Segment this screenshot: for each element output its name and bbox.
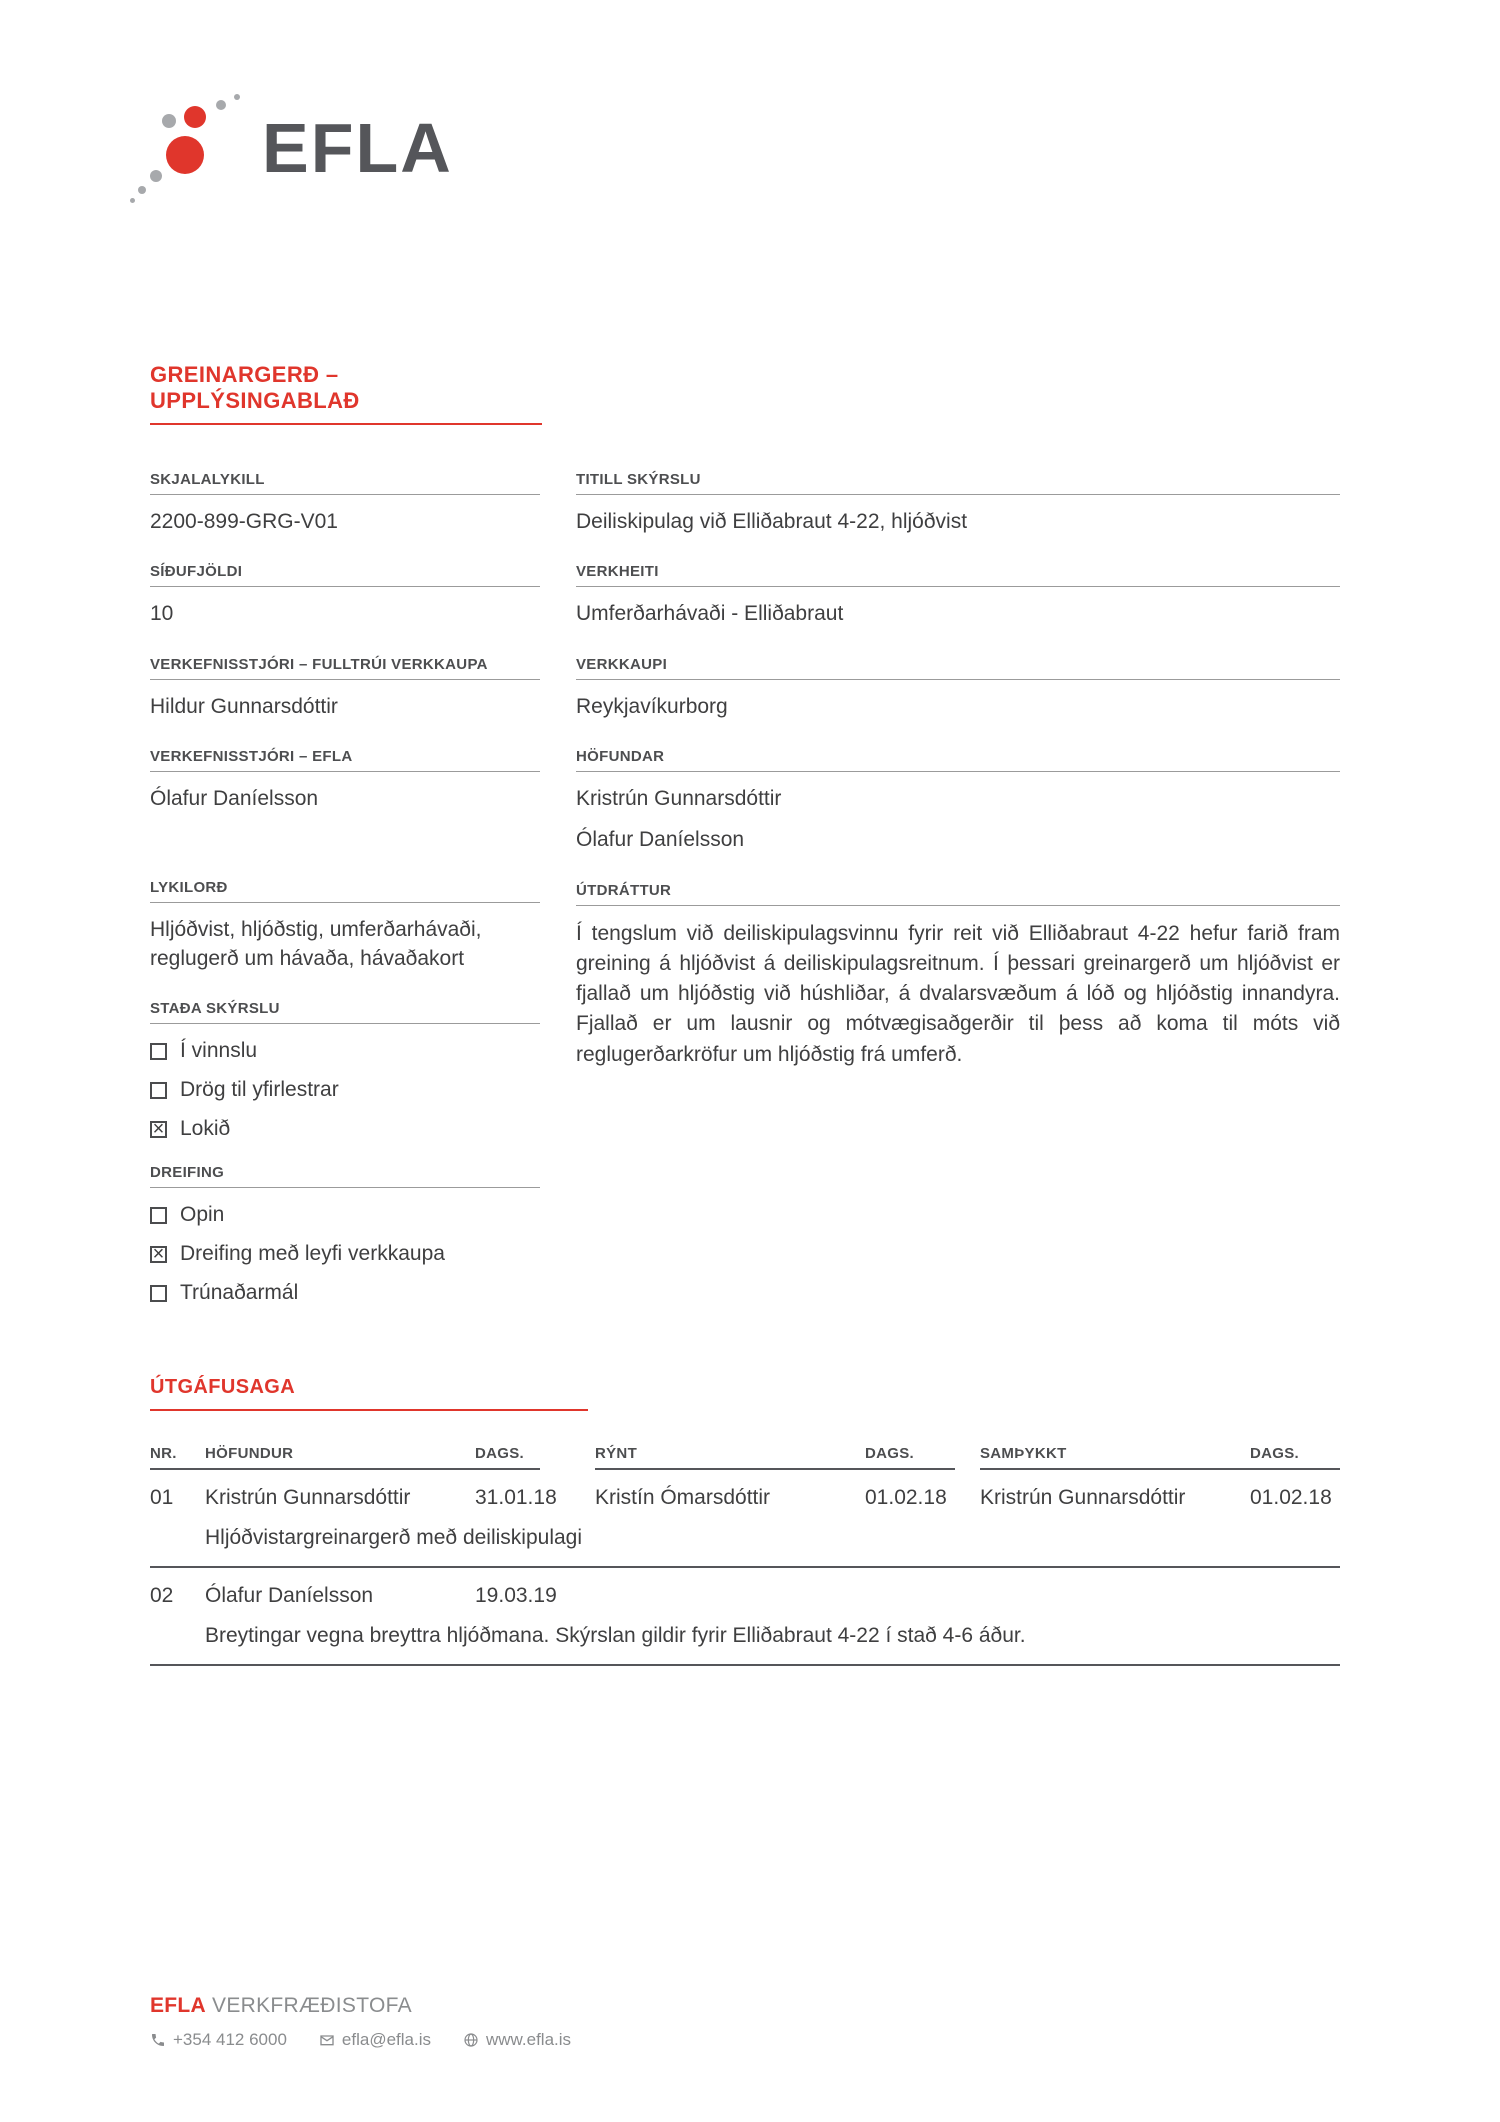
- footer-contacts: [150, 2030, 571, 2050]
- row-description: Breytingar vegna breyttra hljóðmana. Skýrslan gildir fyrir Elliðabraut 4-22 í stað 4-6 áður.: [150, 1612, 1340, 1666]
- footer-email-text: efla@efla.is: [341, 2030, 431, 2049]
- column-header-samthykkt: SAMÞYKKT: [980, 1445, 1067, 1463]
- cell-dags-2: 01.02.18: [865, 1486, 947, 1510]
- field-value-hofundar-1: Kristrún Gunnarsdóttir: [576, 787, 782, 811]
- field-label-dreifing: DREIFING: [150, 1164, 540, 1188]
- logo-dot: [184, 106, 206, 128]
- document-body: [150, 362, 1340, 1666]
- header-group-review: [595, 1445, 980, 1470]
- header-group-approval: [980, 1445, 1340, 1470]
- checkbox-icon: ×: [150, 1246, 167, 1263]
- column-header-rynt: RÝNT: [595, 1445, 638, 1463]
- field-label-lykilord: LYKILORÐ: [150, 879, 540, 903]
- info-form: [150, 471, 1340, 1318]
- checkbox-label: Opin: [180, 1203, 225, 1227]
- efla-logo: [138, 92, 1500, 204]
- cell-dags-3: [1250, 1584, 1340, 1608]
- field-label-verkkaupi: VERKKAUPI: [576, 656, 1340, 680]
- field-label-skjalalykill: SKJALALYKILL: [150, 471, 540, 495]
- logo-dot: [166, 136, 204, 174]
- checkbox-label: Dreifing með leyfi verkkaupa: [180, 1242, 445, 1266]
- field-label-hofundar: HÖFUNDAR: [576, 748, 1340, 772]
- column-header-dags-1: DAGS.: [475, 1445, 525, 1463]
- field-value-verkheiti: Umferðarhávaði - Elliðabraut: [576, 602, 844, 626]
- page-title: GREINARGERÐ – UPPLÝSINGABLAÐ: [150, 362, 542, 425]
- checkbox-icon: [150, 1043, 167, 1060]
- efla-logo-dots-icon: [138, 92, 258, 204]
- field-label-sidufjoldi: SÍÐUFJÖLDI: [150, 563, 540, 587]
- status-option-lokid: [150, 1117, 540, 1141]
- field-value-skjalalykill: 2200-899-GRG-V01: [150, 510, 338, 533]
- checkbox-label: Í vinnslu: [180, 1039, 258, 1063]
- checkbox-icon: ×: [150, 1121, 167, 1138]
- logo-dot: [162, 114, 176, 128]
- footer-phone-number: +354 412 6000: [173, 2030, 287, 2049]
- footer-brand-suffix: VERKFRÆÐISTOFA: [212, 1994, 412, 2017]
- checkbox-icon: [150, 1082, 167, 1099]
- field-label-verkefnisstjori-verkkaupa: VERKEFNISSTJÓRI – FULLTRÚI VERKKAUPA: [150, 656, 540, 680]
- cell-nr: 02: [150, 1584, 174, 1608]
- footer-brand: [150, 1994, 571, 2018]
- cell-hofundur: Kristrún Gunnarsdóttir: [205, 1486, 411, 1510]
- form-right-column: [576, 471, 1340, 1318]
- column-header-dags-3: DAGS.: [1250, 1445, 1300, 1463]
- checkbox-label: Drög til yfirlestrar: [180, 1078, 339, 1102]
- column-header-hofundur: HÖFUNDUR: [205, 1445, 294, 1463]
- form-left-column: [150, 471, 540, 1318]
- footer-website-text: www.efla.is: [486, 2030, 572, 2049]
- table-row: [150, 1568, 1340, 1612]
- logo-dot: [138, 186, 146, 194]
- footer-website-link[interactable]: [463, 2030, 571, 2050]
- cell-dags-1: 19.03.19: [475, 1584, 557, 1608]
- cell-samthykkt: [980, 1584, 1250, 1608]
- row-description: Hljóðvistargreinargerð með deiliskipulagi: [150, 1514, 1340, 1568]
- field-value-verkefnisstjori-verkkaupa: Hildur Gunnarsdóttir: [150, 694, 338, 718]
- cell-nr: 01: [150, 1486, 174, 1510]
- field-value-sidufjoldi: 10: [150, 602, 174, 626]
- cell-rynt: Kristín Ómarsdóttir: [595, 1486, 771, 1510]
- dreifing-option-med-leyfi: [150, 1242, 540, 1266]
- dreifing-option-opin: [150, 1203, 540, 1227]
- status-option-i-vinnslu: [150, 1039, 540, 1063]
- cell-rynt: [595, 1584, 865, 1608]
- field-value-utdrattur: Í tengslum við deiliskipulagsvinnu fyrir reit við Elliðabraut 4-22 hefur farið fram greining á hljóðvist á deiliskipulagsreitnum. Í þessari greinargerð um hljóðvist er fjallað um hljóðstig við húshliðar, á dvalarsvæðum á lóð og hljóðstig innandyra. Fjallað er um lausnir og mótvægisaðgerðir til þess að koma til móts við reglugerðarkröfur um hljóðstig frá umferð.: [576, 921, 1340, 1066]
- checkbox-icon: [150, 1207, 167, 1224]
- cell-dags-2: [865, 1584, 980, 1608]
- globe-icon: [463, 2032, 479, 2048]
- logo-dot: [150, 170, 162, 182]
- revision-section-title: ÚTGÁFUSAGA: [150, 1376, 588, 1411]
- revision-table-header: [150, 1445, 1340, 1470]
- logo-dot: [130, 198, 135, 203]
- footer-phone: [150, 2030, 287, 2050]
- logo-dot: [234, 94, 240, 100]
- checkbox-label: Lokið: [180, 1117, 231, 1141]
- field-value-lykilord: Hljóðvist, hljóðstig, umferðarhávaði, reglugerð um hávaða, hávaðakort: [150, 918, 482, 970]
- efla-logo-text: EFLA: [262, 109, 453, 187]
- field-value-verkefnisstjori-efla: Ólafur Daníelsson: [150, 787, 319, 811]
- table-row: [150, 1470, 1340, 1514]
- field-label-titill-skyrslu: TITILL SKÝRSLU: [576, 471, 1340, 495]
- revision-table: [150, 1445, 1340, 1666]
- footer-brand-name: EFLA: [150, 1994, 207, 2017]
- status-option-drog: [150, 1078, 540, 1102]
- field-value-hofundar-2: Ólafur Daníelsson: [576, 828, 745, 852]
- footer-email-link[interactable]: [319, 2030, 431, 2050]
- logo-dot: [216, 100, 226, 110]
- field-label-verkheiti: VERKHEITI: [576, 563, 1340, 587]
- field-label-stada-skyrslu: STAÐA SKÝRSLU: [150, 1000, 540, 1024]
- cell-samthykkt: Kristrún Gunnarsdóttir: [980, 1486, 1186, 1510]
- field-label-utdrattur: ÚTDRÁTTUR: [576, 882, 1340, 906]
- email-icon: [319, 2032, 335, 2048]
- field-value-titill-skyrslu: Deiliskipulag við Elliðabraut 4-22, hljóðvist: [576, 510, 968, 533]
- dreifing-option-trunadarmal: [150, 1281, 540, 1305]
- field-value-verkkaupi: Reykjavíkurborg: [576, 694, 728, 718]
- column-header-nr: NR.: [150, 1445, 177, 1463]
- checkbox-icon: [150, 1285, 167, 1302]
- page-footer: [150, 1994, 571, 2050]
- cell-hofundur: Ólafur Daníelsson: [205, 1584, 374, 1608]
- checkbox-label: Trúnaðarmál: [180, 1281, 299, 1305]
- column-header-dags-2: DAGS.: [865, 1445, 915, 1463]
- phone-icon: [150, 2032, 166, 2048]
- cell-dags-1: 31.01.18: [475, 1486, 557, 1510]
- cell-dags-3: 01.02.18: [1250, 1486, 1332, 1510]
- field-label-verkefnisstjori-efla: VERKEFNISSTJÓRI – EFLA: [150, 748, 540, 772]
- header-group-author: [150, 1445, 595, 1470]
